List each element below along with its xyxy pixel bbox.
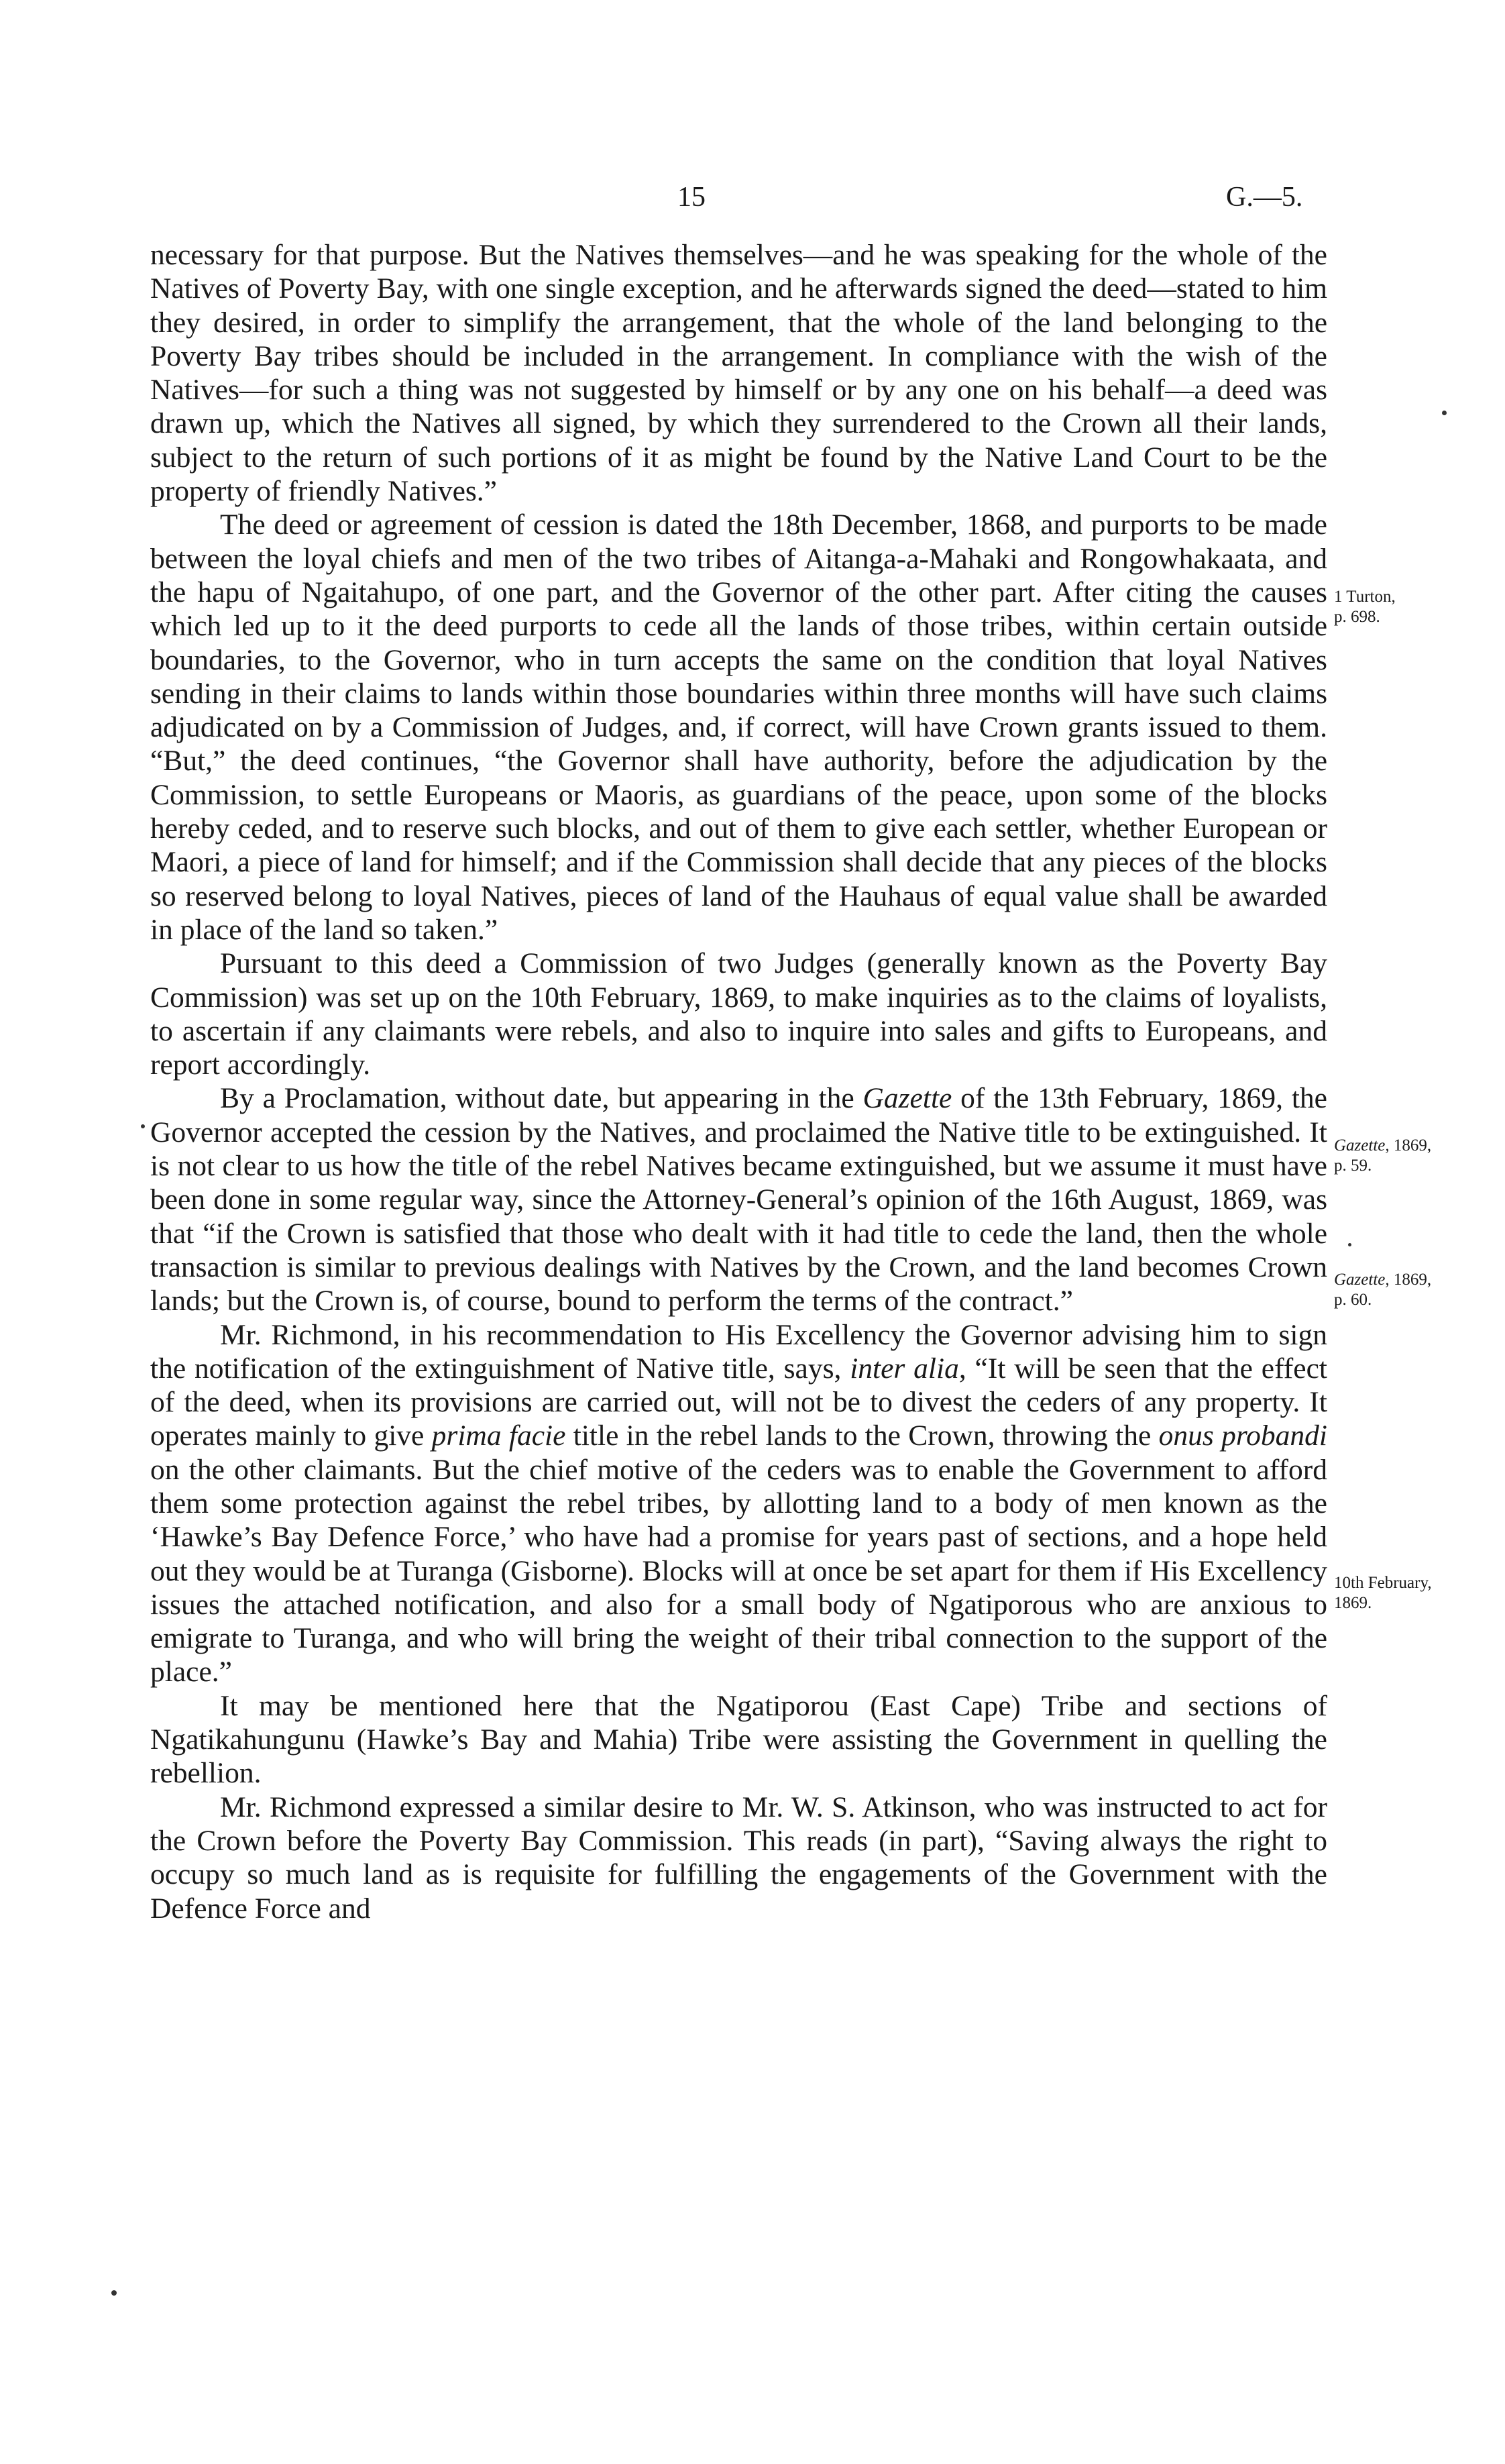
side-note-2-line-2: p. 59.: [1334, 1157, 1372, 1175]
paragraph-5-prima-facie: prima facie: [431, 1420, 566, 1452]
print-speck: [111, 2290, 117, 2296]
paragraph-4-text-b: of the 13th February, 1869, the Governor accepted the cession by the Natives, and proclaimed the Native title to be extinguished. It is not clear to us how the title of the rebel Natives became extinguished, but we assume it must have been done in some regular way, since the Attorney-General’s opinion of the 16th August, 1869, was that “if the Crown is satisfied that those who dealt with it had title to cede the land, then the whole transaction is similar to previous dealings with Natives by the Crown, and the land becomes Crown lands; but the Crown is, of course, bound to perform the terms of the contract.”: [150, 1082, 1327, 1318]
side-note-4-line-1: 10th February, 1869.: [1334, 1574, 1432, 1612]
side-note-1-line-2: p. 698.: [1334, 608, 1380, 626]
side-note-2-year: 1869,: [1389, 1136, 1432, 1155]
paragraph-1: necessary for that purpose. But the Natives themselves—and he was speaking for the whole of the Natives of Poverty Bay, with one single exception, and he afterwards signed the deed—stated to him they desired, in order to simplify the arrangement, that the whole of the land belonging to the Poverty Bay tribes should be included in the arrangement. In compliance with the wish of the Natives—for such a thing was not suggested by himself or by any one on his behalf—a deed was drawn up, which the Natives all signed, by which they surrendered to the Crown all their lands, subject to the return of such portions of it as might be found by the Native Land Court to be the property of friendly Natives.”: [150, 239, 1327, 508]
paragraph-7: Mr. Richmond expressed a similar desire to Mr. W. S. Atkinson, who was instructed to act for the Crown before the Poverty Bay Commission. This reads (in part), “Saving always the right to occupy so much land as is requisite for fulfilling the engagements of the Government with the Defence Force and: [150, 1790, 1327, 1925]
side-note-10th-february: [1334, 1573, 1448, 1613]
paragraph-6: It may be mentioned here that the Ngatiporou (East Cape) Tribe and sections of Ngatikahungunu (Hawke’s Bay and Mahia) Tribe were assisting the Government in quelling the rebellion.: [150, 1689, 1327, 1790]
paragraph-4-text-a: By a Proclamation, without date, but appearing in the: [220, 1082, 863, 1115]
side-note-gazette-59: [1334, 1136, 1431, 1176]
print-speck: [1348, 1243, 1351, 1246]
paragraph-5-onus-probandi: onus probandi: [1158, 1420, 1327, 1452]
paragraph-4: [150, 1081, 1327, 1318]
paragraph-5-inter-alia: inter alia: [850, 1352, 959, 1385]
paragraph-3: Pursuant to this deed a Commission of two Judges (generally known as the Poverty Bay Commission) was set up on the 10th February, 1869, to make inquiries as to the claims of loyalists, to ascertain if any claimants were rebels, and also to inquire into sales and gifts to Europeans, and report accordingly.: [150, 947, 1327, 1081]
body-text: [150, 238, 1327, 1925]
paragraph-5-text-d: on the other claimants. But the chief motive of the ceders was to enable the Government to afford them some protection against the rebel tribes, by allotting land to a body of men known as the ‘Hawke’s Bay Defence Force,’ who have had a promise for years past of sections, and a hope held out they would be at Turanga (Gisborne). Blocks will at once be set apart for them if His Excellency issues the attached notification, and also for a small body of Ngatiporous who are anxious to emigrate to Turanga, and who will bring the weight of their tribal connection to the support of the place.”: [150, 1453, 1327, 1689]
paragraph-5-text-b: , “It will be seen that the effect of the deed, when its provisions are carried out, will not be to divest the ceders of any property. It operates mainly to give: [150, 1352, 1327, 1452]
side-note-turton: [1334, 587, 1396, 627]
side-note-2-gazette: Gazette,: [1334, 1136, 1390, 1155]
side-note-3-line-2: p. 60.: [1334, 1291, 1372, 1309]
side-note-2-line-1: [1334, 1136, 1431, 1156]
print-speck: [141, 1124, 145, 1128]
document-reference: G.—5.: [1226, 182, 1303, 213]
paragraph-2: The deed or agreement of cession is dated the 18th December, 1868, and purports to be made between the loyal chiefs and men of the two tribes of Aitanga-a-Mahaki and Rongowhakaata, and the hapu of Ngaitahupo, of one part, and the Governor of the other part. After citing the causes which led up to it the deed purports to cede all the lands of those tribes, within certain outside boundaries, to the Governor, who in turn accepts the same on the condition that loyal Natives sending in their claims to lands within those boundaries within three months will have such claims adjudicated on by a Commission of Judges, and, if correct, will have Crown grants issued to them. “But,” the deed continues, “the Governor shall have authority, before the adjudication by the Commission, to settle Europeans or Maoris, as guardians of the peace, upon some of the blocks hereby ceded, and to reserve such blocks, and out of them to give each settler, whether European or Maori, a piece of land for himself; and if the Commission shall decide that any pieces of the blocks so reserved belong to loyal Natives, pieces of land of the Hauhaus of equal value shall be awarded in place of the land so taken.”: [150, 508, 1327, 946]
print-speck: [1442, 411, 1447, 415]
paragraph-5: [150, 1318, 1327, 1689]
paragraph-4-gazette: Gazette: [862, 1082, 952, 1115]
side-note-gazette-60: [1334, 1270, 1431, 1310]
side-note-3-year: 1869,: [1389, 1271, 1432, 1289]
paragraph-5-text-c: title in the rebel lands to the Crown, throwing the: [565, 1420, 1159, 1452]
side-note-3-gazette: Gazette,: [1334, 1271, 1390, 1289]
paragraph-5-text-a: Mr. Richmond, in his recommendation to His Excellency the Governor advising him to sign the notification of the extinguishment of Native title, says,: [150, 1318, 1327, 1385]
page-number: 15: [677, 182, 706, 213]
side-note-1-line-1: 1 Turton,: [1334, 588, 1396, 606]
side-note-3-line-1: [1334, 1270, 1431, 1290]
